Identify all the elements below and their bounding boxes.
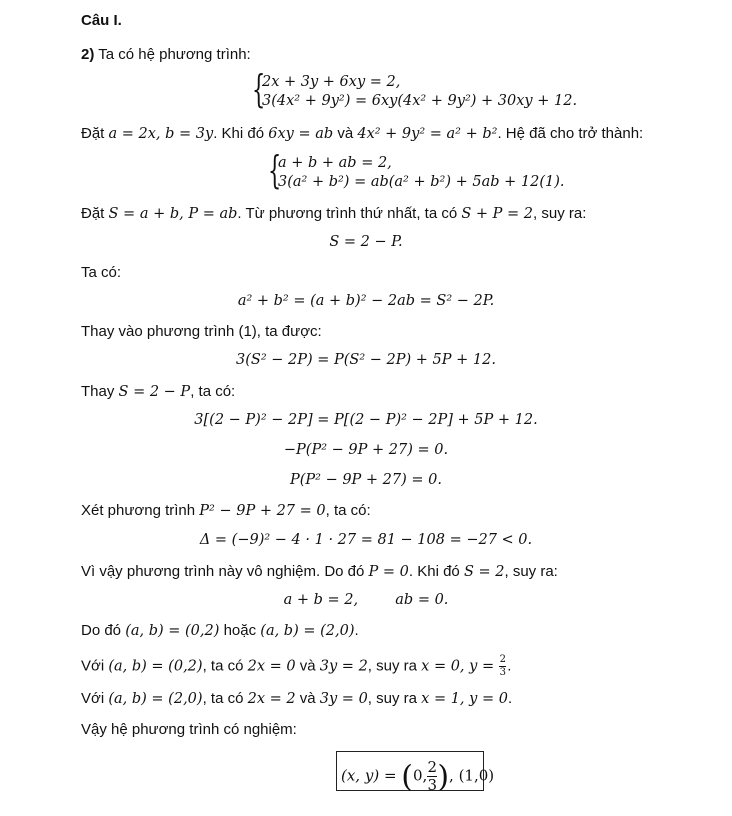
math-fragment: x = 1, y = 0 xyxy=(421,691,508,707)
equation-ab xyxy=(0,592,732,608)
text-fragment: Thay xyxy=(81,383,115,400)
text-fragment: , ta có: xyxy=(190,383,236,400)
vi-vay-line xyxy=(81,563,558,580)
text-fragment: . xyxy=(354,622,359,639)
section-title: Câu I. xyxy=(81,12,122,29)
math-fragment: (a, b) = (2,0) xyxy=(108,691,203,707)
equation-expand-3: P(P² − 9P + 27) = 0. xyxy=(289,472,442,488)
text-fragment: Đặt xyxy=(81,205,105,222)
equation-s: S = 2 − P. xyxy=(329,234,403,250)
math-fragment: (a, b) = (2,0) xyxy=(260,623,355,639)
equation-ab-left: a + b = 2, xyxy=(283,592,359,608)
text-fragment: . Từ phương trình thứ nhất, ta có xyxy=(237,205,458,222)
math-fragment: 4x² + 9y² = a² + b² xyxy=(357,126,498,142)
part-label: 2) xyxy=(81,46,95,63)
system2-eq1: a + b + ab = 2, xyxy=(278,155,392,171)
text-fragment: , ta có xyxy=(202,690,244,707)
math-fragment: S + P = 2 xyxy=(461,206,534,222)
equation-ab-right: ab = 0. xyxy=(395,592,449,608)
case-1-line xyxy=(81,655,511,678)
fraction-numerator: 2 xyxy=(427,758,438,776)
math-fragment: 2x = 0 xyxy=(247,658,296,675)
fraction-denominator: 3 xyxy=(427,776,438,794)
sp-line xyxy=(81,205,586,222)
text-fragment: Vì vậy phương trình này vô nghiệm. Do đó xyxy=(81,563,365,580)
text-fragment: , suy ra: xyxy=(504,563,558,580)
text-fragment: và xyxy=(299,690,316,707)
text-fragment: , suy ra xyxy=(367,657,417,675)
math-fragment: S = 2 xyxy=(463,564,505,580)
intro-text: Ta có hệ phương trình: xyxy=(98,46,251,63)
text-fragment: và xyxy=(299,657,316,675)
thay-vao-line: Thay vào phương trình (1), ta được: xyxy=(81,323,322,340)
math-fragment: x = 0, y = xyxy=(421,658,495,675)
text-fragment: , ta có: xyxy=(325,502,371,519)
ta-co-line: Ta có: xyxy=(81,264,122,281)
fraction-denominator: 3 xyxy=(499,667,506,678)
thay-s-line xyxy=(81,383,235,400)
xet-line xyxy=(81,502,371,519)
text-fragment: . Khi đó xyxy=(408,563,460,580)
text-fragment: . Khi đó xyxy=(213,125,265,142)
equation-expand-1: 3[(2 − P)² − 2P] = P[(2 − P)² − 2P] + 5P + 12. xyxy=(194,412,538,428)
text-fragment: , ta có xyxy=(202,657,244,675)
do-do-line xyxy=(81,622,359,639)
answer-second: , (1,0) xyxy=(449,766,495,785)
system1-eq2: 3(4x² + 9y²) = 6xy(4x² + 9y²) + 30xy + 12. xyxy=(262,93,578,109)
text-fragment: Xét phương trình xyxy=(81,502,196,519)
fraction-two-thirds xyxy=(499,655,506,678)
system2-eq2: 3(a² + b²) = ab(a² + b²) + 5ab + 12(1). xyxy=(278,174,565,190)
math-fragment: 2x = 2 xyxy=(247,691,296,707)
left-paren: ( xyxy=(401,759,414,795)
system-brace: { xyxy=(252,67,266,111)
text-fragment: Do đó xyxy=(81,622,122,639)
text-fragment: , suy ra xyxy=(367,690,417,707)
equation-substituted: 3(S² − 2P) = P(S² − 2P) + 5P + 12. xyxy=(236,352,496,368)
conclusion-line: Vậy hệ phương trình có nghiệm: xyxy=(81,721,297,738)
substitution-line xyxy=(81,125,643,142)
equation-expand-2: −P(P² − 9P + 27) = 0. xyxy=(283,442,449,458)
answer-formula xyxy=(341,760,494,793)
math-fragment: a = 2x, b = 3y xyxy=(108,126,214,142)
answer-lhs: (x, y) = xyxy=(341,766,397,785)
math-fragment: P = 0 xyxy=(368,564,409,580)
text-fragment: hoặc xyxy=(223,622,257,639)
answer-box xyxy=(336,751,495,795)
right-paren: ) xyxy=(437,759,450,795)
math-fragment: (a, b) = (0,2) xyxy=(108,658,203,675)
text-fragment: , suy ra: xyxy=(533,205,587,222)
math-fragment: 6xy = ab xyxy=(268,126,334,142)
answer-fraction xyxy=(427,760,437,793)
intro-line xyxy=(81,46,251,63)
math-fragment: S = 2 − P xyxy=(118,384,191,400)
answer-first-x: 0, xyxy=(413,766,428,785)
math-fragment: S = a + b, P = ab xyxy=(108,206,238,222)
equation-sum-squares: a² + b² = (a + b)² − 2ab = S² − 2P. xyxy=(237,293,495,309)
math-fragment: 3y = 0 xyxy=(319,691,368,707)
text-fragment: Với xyxy=(81,690,105,707)
text-fragment: . Hệ đã cho trở thành: xyxy=(497,125,644,142)
text-fragment: và xyxy=(337,125,354,142)
math-fragment: 3y = 2 xyxy=(319,658,368,675)
system-brace: { xyxy=(268,148,282,192)
math-fragment: P² − 9P + 27 = 0 xyxy=(199,503,326,519)
system1-eq1: 2x + 3y + 6xy = 2, xyxy=(262,74,401,90)
case-2-line xyxy=(81,690,512,707)
text-fragment: . xyxy=(507,657,512,675)
text-fragment: Với xyxy=(81,657,105,675)
text-fragment: Đặt xyxy=(81,125,105,142)
fraction-numerator: 2 xyxy=(499,654,506,665)
equation-delta: Δ = (−9)² − 4 · 1 · 27 = 81 − 108 = −27 < 0. xyxy=(199,532,533,548)
math-fragment: (a, b) = (0,2) xyxy=(125,623,220,639)
text-fragment: . xyxy=(507,690,513,707)
